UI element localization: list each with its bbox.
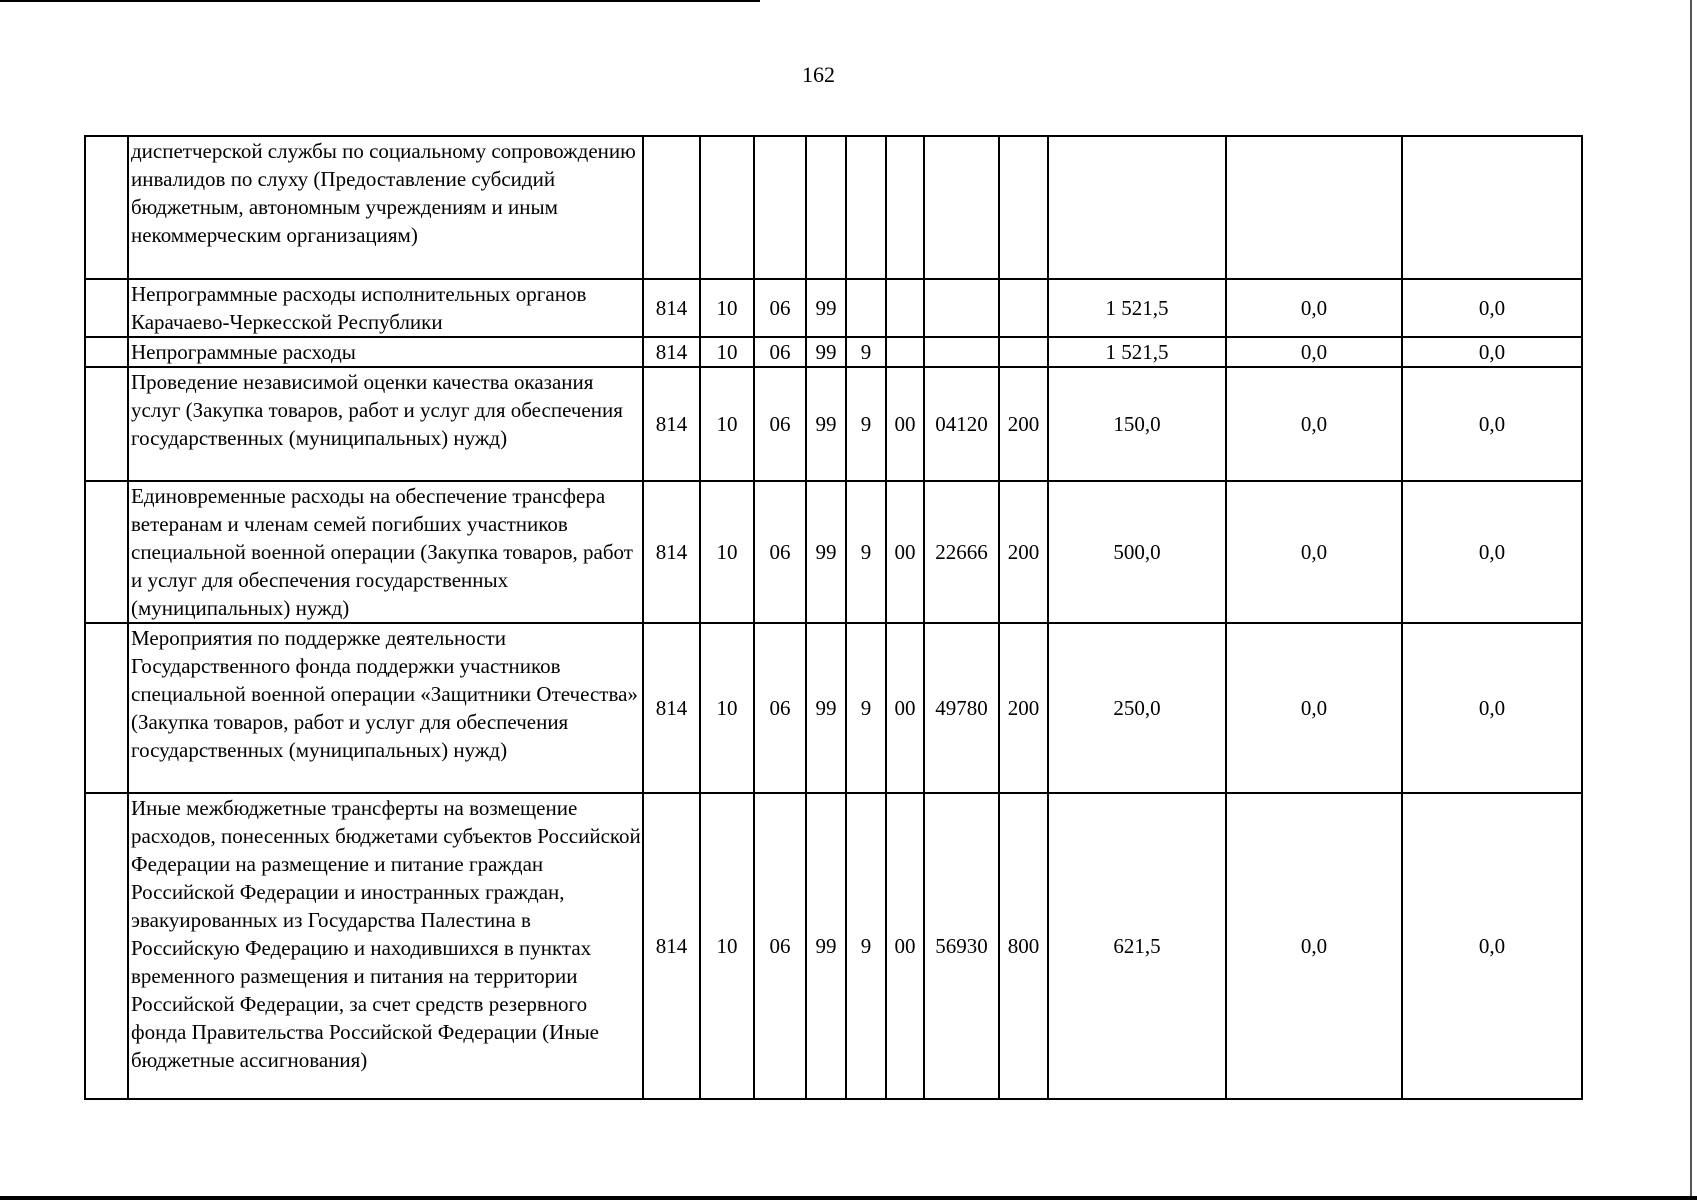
target-code-part1-cell: 99 xyxy=(806,623,846,793)
amount-year1-cell: 250,0 xyxy=(1048,623,1226,793)
target-code-part2-cell: 9 xyxy=(846,337,886,367)
target-code-part3-cell: 00 xyxy=(886,793,924,1099)
table-row xyxy=(85,793,1582,1099)
target-code-part2-cell: 9 xyxy=(846,367,886,481)
target-code-part4-cell: 56930 xyxy=(924,793,999,1099)
target-code-part1-cell: 99 xyxy=(806,793,846,1099)
amount-year2-cell: 0,0 xyxy=(1226,793,1402,1099)
target-code-part3-cell xyxy=(886,136,924,279)
amount-year2-cell: 0,0 xyxy=(1226,481,1402,623)
section-code-cell: 10 xyxy=(700,481,754,623)
amount-year2-cell: 0,0 xyxy=(1226,623,1402,793)
subsection-code-cell: 06 xyxy=(754,481,806,623)
target-code-part1-cell xyxy=(806,136,846,279)
expense-type-code-cell: 800 xyxy=(999,793,1048,1099)
gr-code-cell: 814 xyxy=(643,367,700,481)
subsection-code-cell: 06 xyxy=(754,793,806,1099)
row-number-cell xyxy=(85,279,128,337)
expense-name-cell: Мероприятия по поддержке деятельности Государственного фонда поддержки участников специальной военной операции «Защитники Отечества» (Закупка товаров, работ и услуг для обеспечения государственных (муниципальных) нужд) xyxy=(128,623,643,793)
subsection-code-cell: 06 xyxy=(754,337,806,367)
amount-year1-cell: 1 521,5 xyxy=(1048,279,1226,337)
row-number-cell xyxy=(85,793,128,1099)
target-code-part1-cell: 99 xyxy=(806,279,846,337)
scan-bottom-rule xyxy=(0,1196,1697,1200)
expense-type-code-cell: 200 xyxy=(999,623,1048,793)
target-code-part4-cell: 04120 xyxy=(924,367,999,481)
target-code-part3-cell: 00 xyxy=(886,481,924,623)
amount-year3-cell: 0,0 xyxy=(1402,793,1582,1099)
amount-year2-cell: 0,0 xyxy=(1226,279,1402,337)
table-row xyxy=(85,481,1582,623)
amount-year3-cell: 0,0 xyxy=(1402,279,1582,337)
target-code-part2-cell: 9 xyxy=(846,623,886,793)
expense-type-code-cell xyxy=(999,279,1048,337)
subsection-code-cell: 06 xyxy=(754,367,806,481)
gr-code-cell: 814 xyxy=(643,623,700,793)
target-code-part4-cell xyxy=(924,337,999,367)
subsection-code-cell: 06 xyxy=(754,623,806,793)
target-code-part3-cell xyxy=(886,279,924,337)
section-code-cell: 10 xyxy=(700,623,754,793)
expense-name-cell: Проведение независимой оценки качества оказания услуг (Закупка товаров, работ и услуг для обеспечения государственных (муниципальных) нужд) xyxy=(128,367,643,481)
expense-type-code-cell xyxy=(999,337,1048,367)
page-number: 162 xyxy=(802,62,835,87)
target-code-part4-cell: 22666 xyxy=(924,481,999,623)
gr-code-cell: 814 xyxy=(643,481,700,623)
target-code-part4-cell xyxy=(924,136,999,279)
target-code-part3-cell: 00 xyxy=(886,623,924,793)
expense-type-code-cell xyxy=(999,136,1048,279)
amount-year2-cell xyxy=(1226,136,1402,279)
scan-top-rule xyxy=(0,0,760,2)
amount-year3-cell: 0,0 xyxy=(1402,481,1582,623)
gr-code-cell xyxy=(643,136,700,279)
gr-code-cell: 814 xyxy=(643,793,700,1099)
table-row xyxy=(85,279,1582,337)
amount-year3-cell xyxy=(1402,136,1582,279)
amount-year1-cell: 150,0 xyxy=(1048,367,1226,481)
section-code-cell: 10 xyxy=(700,793,754,1099)
section-code-cell: 10 xyxy=(700,279,754,337)
expense-name-cell: Непрограммные расходы исполнительных органов Карачаево-Черкесской Республики xyxy=(128,279,643,337)
row-number-cell xyxy=(85,367,128,481)
target-code-part3-cell: 00 xyxy=(886,367,924,481)
amount-year1-cell: 1 521,5 xyxy=(1048,337,1226,367)
target-code-part4-cell xyxy=(924,279,999,337)
scan-right-rule xyxy=(1690,0,1692,1200)
expense-type-code-cell: 200 xyxy=(999,481,1048,623)
section-code-cell xyxy=(700,136,754,279)
expense-name-cell: Единовременные расходы на обеспечение трансфера ветеранам и членам семей погибших участников специальной военной операции (Закупка товаров, работ и услуг для обеспечения государственных (муниципальных) нужд) xyxy=(128,481,643,623)
subsection-code-cell: 06 xyxy=(754,279,806,337)
row-number-cell xyxy=(85,337,128,367)
table-row xyxy=(85,367,1582,481)
amount-year2-cell: 0,0 xyxy=(1226,337,1402,367)
expense-type-code-cell: 200 xyxy=(999,367,1048,481)
amount-year1-cell: 621,5 xyxy=(1048,793,1226,1099)
subsection-code-cell xyxy=(754,136,806,279)
target-code-part2-cell: 9 xyxy=(846,793,886,1099)
target-code-part1-cell: 99 xyxy=(806,337,846,367)
target-code-part4-cell: 49780 xyxy=(924,623,999,793)
target-code-part2-cell xyxy=(846,279,886,337)
target-code-part1-cell: 99 xyxy=(806,481,846,623)
table-row xyxy=(85,337,1582,367)
gr-code-cell: 814 xyxy=(643,337,700,367)
row-number-cell xyxy=(85,481,128,623)
target-code-part2-cell xyxy=(846,136,886,279)
amount-year1-cell: 500,0 xyxy=(1048,481,1226,623)
target-code-part2-cell: 9 xyxy=(846,481,886,623)
amount-year3-cell: 0,0 xyxy=(1402,367,1582,481)
expense-name-cell: диспетчерской службы по социальному сопровождению инвалидов по слуху (Предоставление субсидий бюджетным, автономным учреждениям и иным некоммерческим организациям) xyxy=(128,136,643,279)
budget-table xyxy=(84,135,1583,1100)
row-number-cell xyxy=(85,136,128,279)
table-row xyxy=(85,623,1582,793)
section-code-cell: 10 xyxy=(700,337,754,367)
expense-name-cell: Иные межбюджетные трансферты на возмещение расходов, понесенных бюджетами субъектов Российской Федерации на размещение и питание граждан Российской Федерации и иностранных граждан, эвакуированных из Государства Палестина в Российскую Федерацию и находившихся в пунктах временного размещения и питания на территории Российской Федерации, за счет средств резервного фонда Правительства Российской Федерации (Иные бюджетные ассигнования) xyxy=(128,793,643,1099)
row-number-cell xyxy=(85,623,128,793)
gr-code-cell: 814 xyxy=(643,279,700,337)
expense-name-cell: Непрограммные расходы xyxy=(128,337,643,367)
target-code-part1-cell: 99 xyxy=(806,367,846,481)
table-row xyxy=(85,136,1582,279)
amount-year3-cell: 0,0 xyxy=(1402,623,1582,793)
amount-year1-cell xyxy=(1048,136,1226,279)
section-code-cell: 10 xyxy=(700,367,754,481)
amount-year3-cell: 0,0 xyxy=(1402,337,1582,367)
target-code-part3-cell xyxy=(886,337,924,367)
amount-year2-cell: 0,0 xyxy=(1226,367,1402,481)
